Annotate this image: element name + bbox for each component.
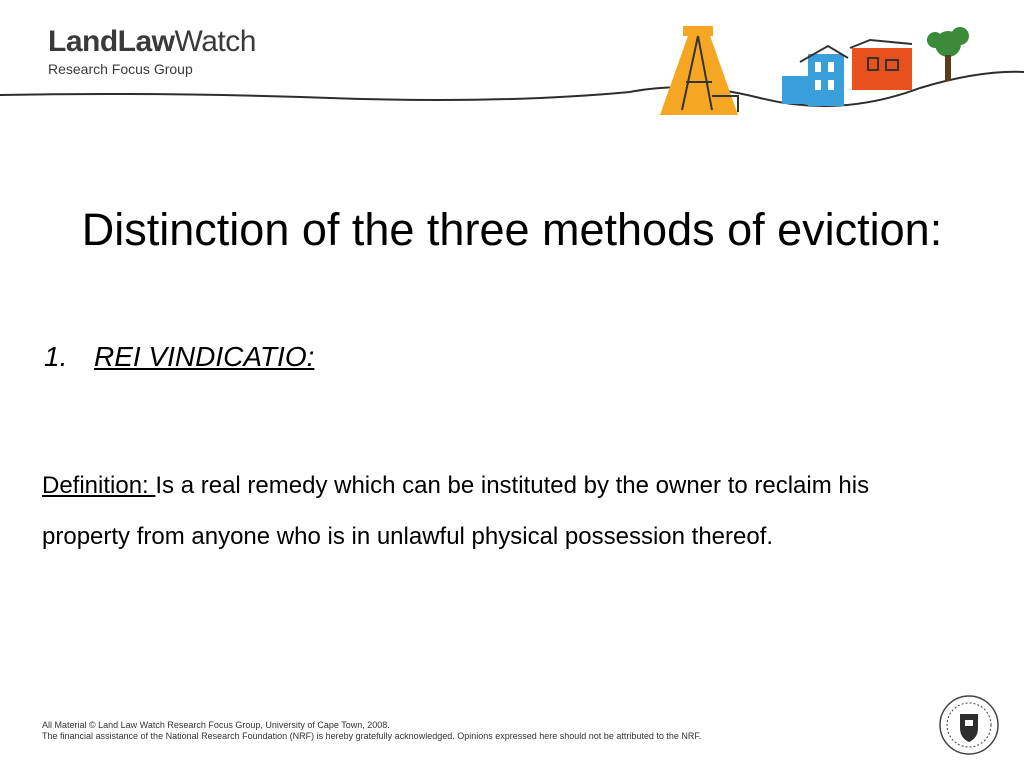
list-item-heading [44, 340, 314, 374]
list-item-number: 1. [44, 341, 68, 372]
brand-name-light: Watch [174, 25, 256, 58]
footer-notice [42, 720, 701, 742]
brand-subtitle: Research Focus Group [48, 61, 193, 77]
definition-text: Is a real remedy which can be instituted by the owner to reclaim his property from anyone who is in unlawful physical possession thereof. [42, 472, 870, 550]
slide-title: Distinction of the three methods of eviction: [81, 204, 943, 255]
definition-label: Definition: [42, 472, 156, 499]
footer-acknowledgement: The financial assistance of the National Research Foundation (NRF) is hereby gratefully acknowledged. Opinions expressed here should not be attributed to the NRF. [42, 731, 702, 741]
mine-headframe-icon [660, 26, 738, 115]
definition-paragraph [42, 460, 922, 562]
brand-name-bold: LandLaw [48, 25, 175, 58]
list-item-label: REI VINDICATIO: [94, 341, 315, 372]
blue-buildings-icon [782, 46, 848, 106]
orange-house-icon [850, 40, 912, 90]
footer-copyright: All Material © Land Law Watch Research Focus Group, University of Cape Town, 2008. [42, 720, 390, 730]
tree-icon [927, 27, 969, 81]
university-seal-icon [938, 694, 1000, 756]
header-illustration [0, 0, 1024, 130]
